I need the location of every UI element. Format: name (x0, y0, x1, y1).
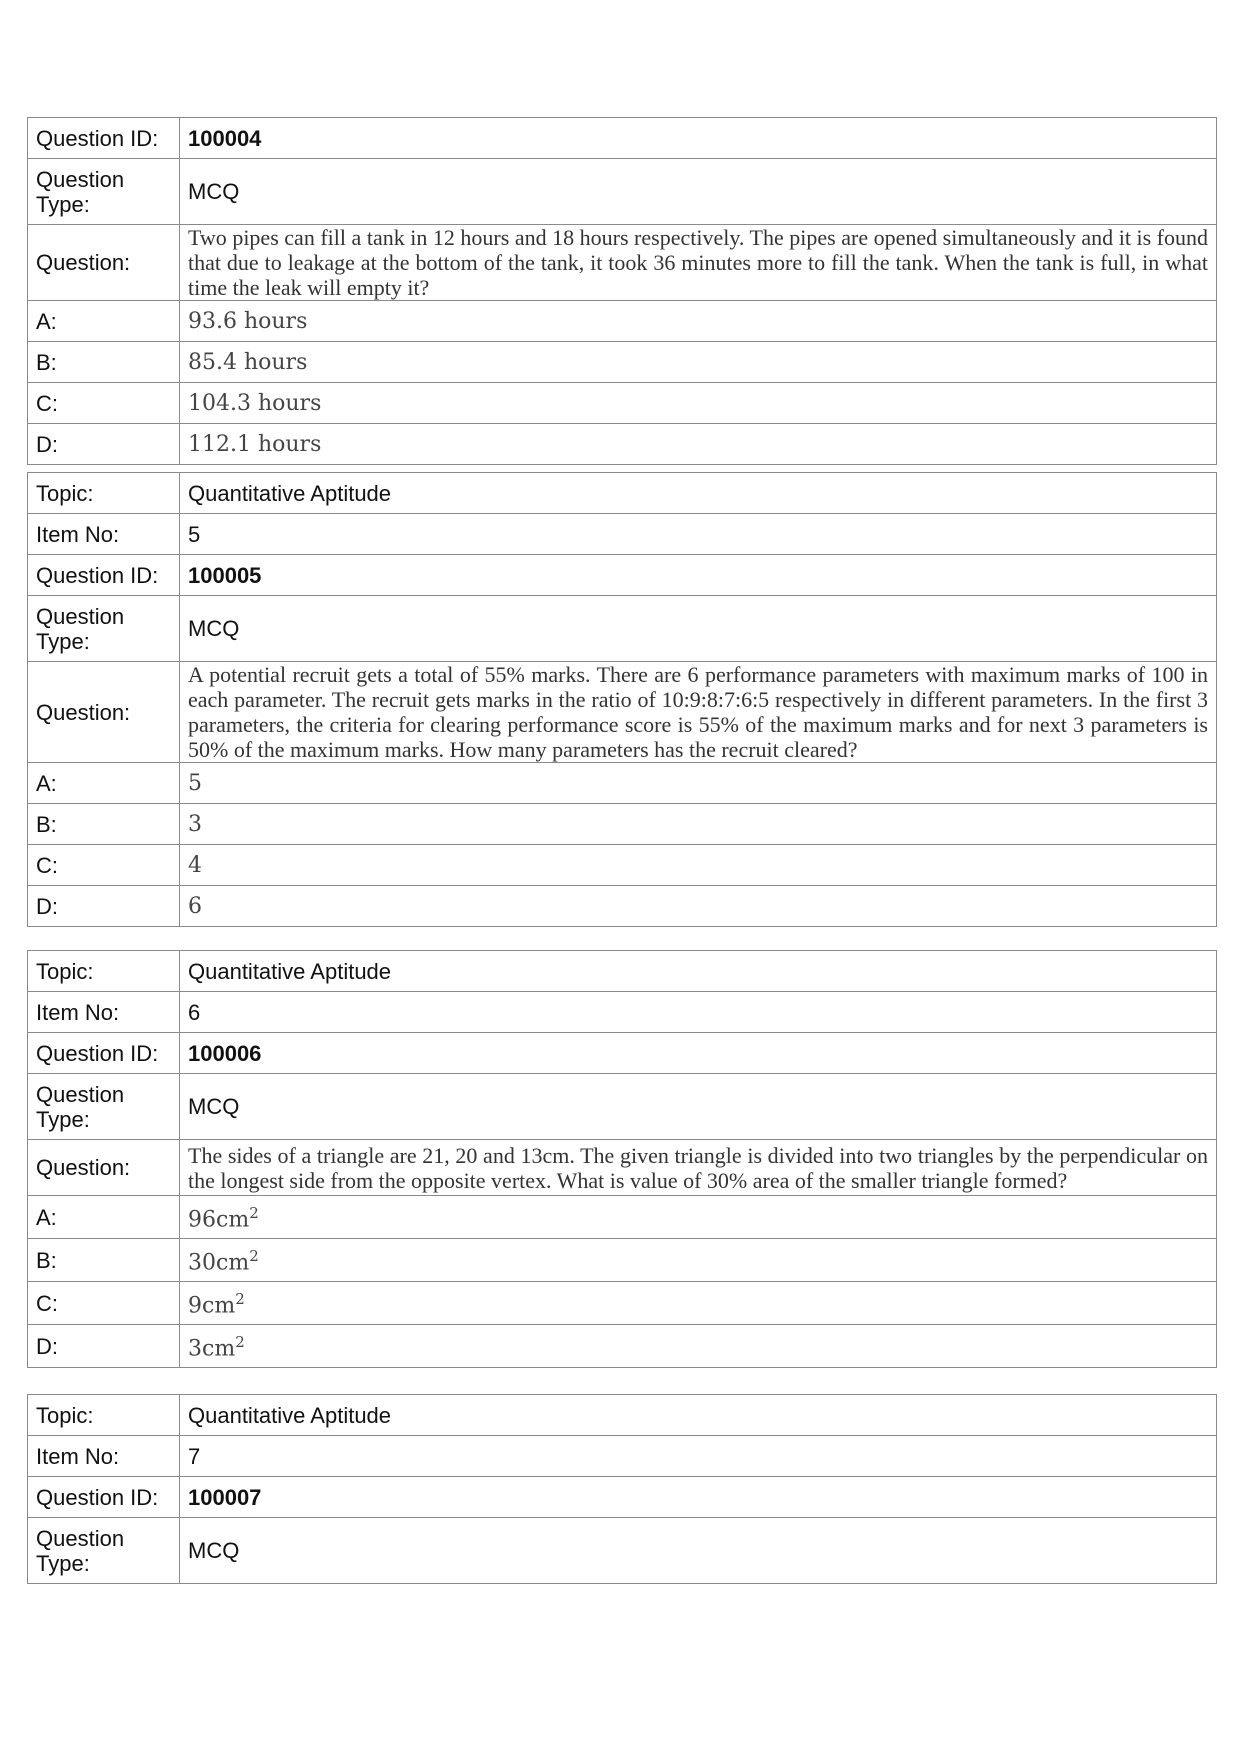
question-text: A potential recruit gets a total of 55% marks. There are 6 performance parameters with maximum marks of 100 in each parameter. The recruit gets marks in the ratio of 10:9:8:7:6:5 respectively in different parameters. In the first 3 parameters, the criteria for clearing performance score is 55% of the maximum marks and for next 3 parameters is 50% of the maximum marks. How many parameters has the recruit cleared? (180, 662, 1217, 763)
question-table-100004 (27, 117, 1217, 465)
row-question-type (28, 596, 1217, 662)
question-text: The sides of a triangle are 21, 20 and 13cm. The given triangle is divided into two triangles by the perpendicular on the longest side from the opposite vertex. What is value of 30% area of the smaller triangle formed? (180, 1140, 1217, 1196)
label-question-type: Question Type: (28, 596, 180, 662)
question-text: Two pipes can fill a tank in 12 hours and 18 hours respectively. The pipes are opened simultaneously and it is found that due to leakage at the bottom of the tank, it took 36 minutes more to fill the tank. When the tank is full, in what time the leak will empty it? (180, 225, 1217, 301)
option-d: 112.1 hours (180, 424, 1217, 465)
question-table-100006 (27, 950, 1217, 1368)
label-option-a: A: (28, 301, 180, 342)
label-question-type: Question Type: (28, 159, 180, 225)
value-question-type: MCQ (180, 159, 1217, 225)
value-question-id: 100004 (180, 118, 1217, 159)
value-topic: Quantitative Aptitude (180, 473, 1217, 514)
label-option-c: C: (28, 1282, 180, 1325)
row-topic (28, 1395, 1217, 1436)
label-question-id: Question ID: (28, 1033, 180, 1074)
label-question-type: Question Type: (28, 1518, 180, 1584)
question-table-100007 (27, 1394, 1217, 1584)
row-option-d (28, 424, 1217, 465)
label-question: Question: (28, 225, 180, 301)
label-option-a: A: (28, 1196, 180, 1239)
row-option-b (28, 342, 1217, 383)
row-topic (28, 473, 1217, 514)
value-question-id: 100005 (180, 555, 1217, 596)
label-question-id: Question ID: (28, 555, 180, 596)
label-option-d: D: (28, 886, 180, 927)
label-option-a: A: (28, 763, 180, 804)
row-option-d (28, 886, 1217, 927)
option-b: 85.4 hours (180, 342, 1217, 383)
option-d: 6 (180, 886, 1217, 927)
row-question-id (28, 1477, 1217, 1518)
row-question (28, 225, 1217, 301)
label-option-c: C: (28, 845, 180, 886)
row-question-type (28, 159, 1217, 225)
option-c: 104.3 hours (180, 383, 1217, 424)
row-item-no (28, 514, 1217, 555)
label-option-b: B: (28, 1239, 180, 1282)
row-item-no (28, 1436, 1217, 1477)
row-option-a (28, 763, 1217, 804)
option-c: 4 (180, 845, 1217, 886)
option-a: $96cm^2$ (180, 1196, 1217, 1239)
label-topic: Topic: (28, 473, 180, 514)
label-question: Question: (28, 1140, 180, 1196)
label-question-id: Question ID: (28, 1477, 180, 1518)
value-topic: Quantitative Aptitude (180, 951, 1217, 992)
option-a: 5 (180, 763, 1217, 804)
option-a: 93.6 hours (180, 301, 1217, 342)
label-question: Question: (28, 662, 180, 763)
row-question-id (28, 555, 1217, 596)
option-b: $30cm^2$ (180, 1239, 1217, 1282)
row-question-id (28, 118, 1217, 159)
row-option-b (28, 804, 1217, 845)
label-option-c: C: (28, 383, 180, 424)
row-topic (28, 951, 1217, 992)
row-option-d (28, 1325, 1217, 1368)
value-topic: Quantitative Aptitude (180, 1395, 1217, 1436)
option-b: 3 (180, 804, 1217, 845)
label-topic: Topic: (28, 1395, 180, 1436)
row-option-c (28, 845, 1217, 886)
row-question (28, 1140, 1217, 1196)
row-option-a (28, 301, 1217, 342)
label-topic: Topic: (28, 951, 180, 992)
value-item-no: 6 (180, 992, 1217, 1033)
label-item-no: Item No: (28, 992, 180, 1033)
label-question-id: Question ID: (28, 118, 180, 159)
row-option-b (28, 1239, 1217, 1282)
row-option-a (28, 1196, 1217, 1239)
label-item-no: Item No: (28, 1436, 180, 1477)
option-c: $9cm^2$ (180, 1282, 1217, 1325)
row-option-c (28, 383, 1217, 424)
row-question-id (28, 1033, 1217, 1074)
row-question-type (28, 1074, 1217, 1140)
value-question-type: MCQ (180, 1518, 1217, 1584)
row-question (28, 662, 1217, 763)
value-question-type: MCQ (180, 1074, 1217, 1140)
label-option-b: B: (28, 804, 180, 845)
row-option-c (28, 1282, 1217, 1325)
option-d: $3cm^2$ (180, 1325, 1217, 1368)
value-question-id: 100006 (180, 1033, 1217, 1074)
value-question-id: 100007 (180, 1477, 1217, 1518)
label-option-d: D: (28, 1325, 180, 1368)
label-option-b: B: (28, 342, 180, 383)
label-question-type: Question Type: (28, 1074, 180, 1140)
label-option-d: D: (28, 424, 180, 465)
row-question-type (28, 1518, 1217, 1584)
value-item-no: 5 (180, 514, 1217, 555)
value-item-no: 7 (180, 1436, 1217, 1477)
label-item-no: Item No: (28, 514, 180, 555)
row-item-no (28, 992, 1217, 1033)
value-question-type: MCQ (180, 596, 1217, 662)
question-table-100005 (27, 472, 1217, 927)
